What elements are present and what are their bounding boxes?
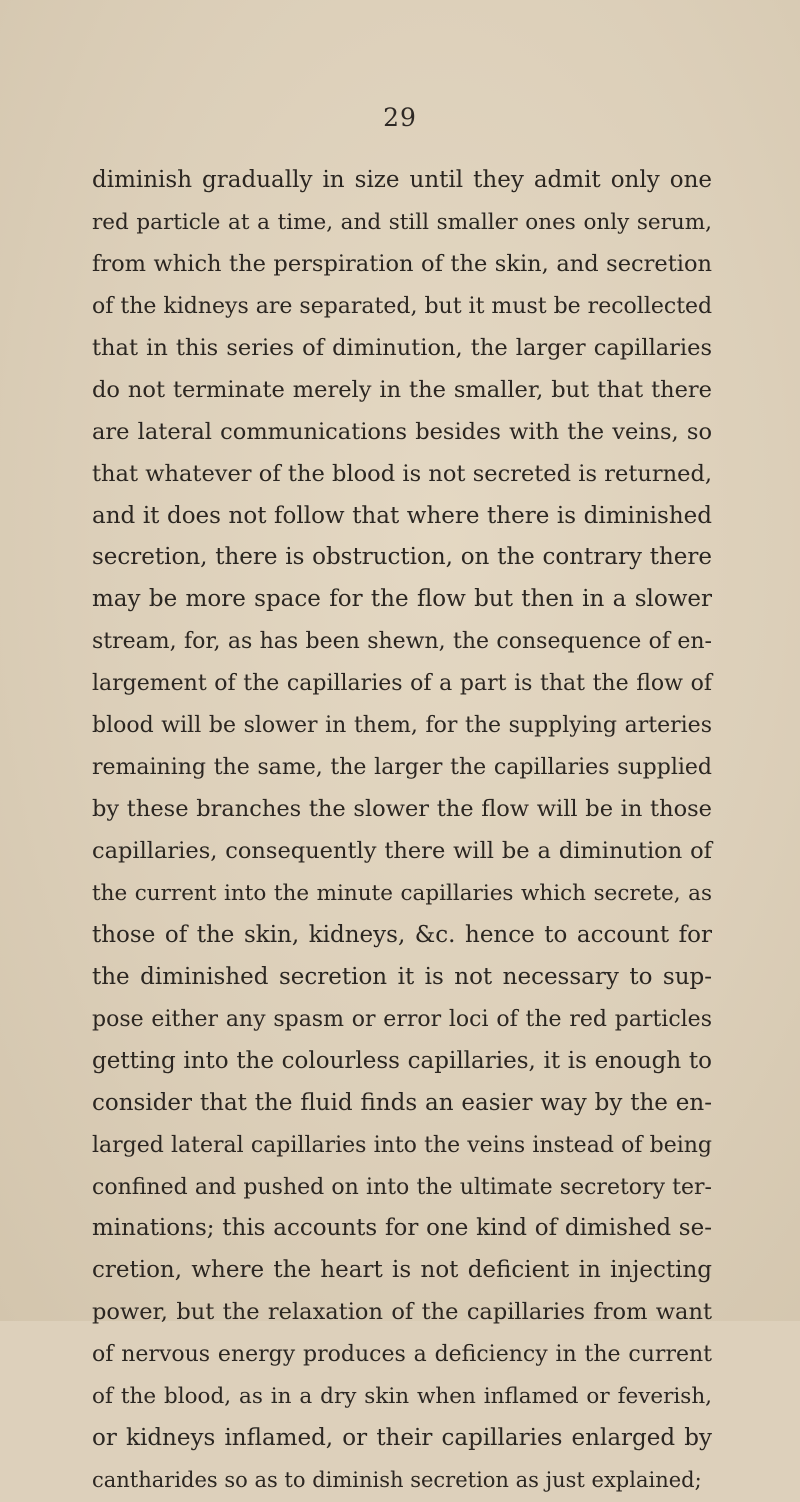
text-line: confined and pushed on into the ultimate secretory ter- <box>92 1174 712 1200</box>
text-line: power, but the relaxation of the capillaries from want <box>92 1299 712 1326</box>
text-line: the diminished secretion it is not necessary to sup- <box>92 963 712 990</box>
text-line: that in this series of diminution, the larger capillaries <box>92 334 712 361</box>
text-line: cantharides so as to diminish secretion as just explained; <box>92 1468 702 1493</box>
text-line: of the kidneys are separated, but it must be recollected <box>92 293 713 319</box>
text-line: remaining the same, the larger the capillaries supplied <box>92 755 712 781</box>
text-line: pose either any spasm or error loci of the red particles <box>92 1006 712 1032</box>
text-line: getting into the colourless capillaries, it is enough to <box>92 1047 712 1074</box>
text-line: larged lateral capillaries into the veins instead of being <box>92 1132 712 1158</box>
text-line: of nervous energy produces a deficiency in the current <box>92 1342 712 1368</box>
text-line: secretion, there is obstruction, on the contrary there <box>92 544 712 571</box>
text-line: stream, for, as has been shewn, the consequence of en- <box>92 629 712 655</box>
text-line: diminish gradually in size until they admit only one <box>92 167 712 193</box>
text-line: by these branches the slower the flow will be in those <box>92 796 712 823</box>
text-line: largement of the capillaries of a part is that the flow of <box>92 671 712 697</box>
text-line: red particle at a time, and still smaller ones only serum, <box>92 209 712 235</box>
text-line: blood will be slower in them, for the supplying arteries <box>92 713 712 739</box>
text-line: capillaries, consequently there will be a diminution of <box>92 838 712 864</box>
text-line: minations; this accounts for one kind of dimished se- <box>92 1215 712 1242</box>
page-number: 29 <box>383 103 417 132</box>
text-line: of the blood, as in a dry skin when inflamed or feverish, <box>92 1384 712 1410</box>
text-line: those of the skin, kidneys, &c. hence to account for <box>92 921 712 948</box>
text-line: and it does not follow that where there is diminished <box>92 502 712 529</box>
text-line: from which the perspiration of the skin, and secretion <box>92 250 712 277</box>
text-line: the current into the minute capillaries which secrete, as <box>92 880 712 906</box>
text-line: that whatever of the blood is not secreted is returned, <box>92 460 712 487</box>
text-line: cretion, where the heart is not deficient in injecting <box>92 1257 712 1284</box>
text-line: are lateral communications besides with the veins, so <box>92 418 712 445</box>
text-line: or kidneys inflamed, or their capillaries enlarged by <box>92 1425 712 1452</box>
text-line: consider that the fluid finds an easier way by the en- <box>92 1089 712 1116</box>
text-line: do not terminate merely in the smaller, but that there <box>92 376 712 403</box>
body-text <box>92 160 712 1502</box>
text-line: may be more space for the flow but then in a slower <box>92 586 712 613</box>
